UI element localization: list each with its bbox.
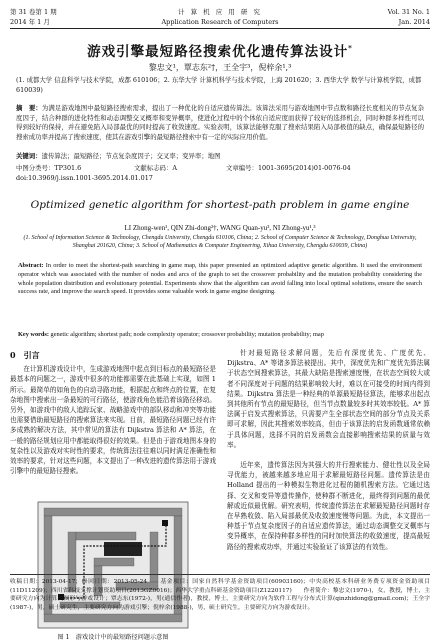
- journal-name-cn: 计 算 机 应 用 研 究: [178, 8, 262, 16]
- section-heading-intro: 0 引言: [10, 350, 40, 360]
- english-affiliations: (1. School of Information Science & Technology, Chengdu University, Chengdu 610106, China; 2. School of Computer Science & Technology, Donghua University, Shanghai 201620, China; 3. School of Mathematics & Computer Engineering, Xihua University, Chengdu 610039, China): [23, 235, 417, 250]
- journal-name-en: Application Research of Computers: [161, 18, 279, 26]
- english-keywords-text: genetic algorithm; shortest path; node complexity operator; crossover probability; mutation probability; map: [50, 331, 324, 338]
- intro-paragraph: 在计算机游戏设计中，生成游戏地图中起点到目标点的最短路径是最基本的问题之一，游戏中很多的功能都需要在此基础上实现，如图 1 所示。最简单的如角色的自动寻路功能，根据起点和终点的位置，在复杂地图中搜索出一条最短的可行路径，使游戏角色能沿着该路径移动。另外，如游戏中的敌人追踪玩家、战略游戏中的部队移动和冲突等功能也需要借助最短路径的搜索算法来实现。目前，最短路径问题已经有许多成熟的解决方法，其中常见的算法有 Dijkstra 算法和 A* 算法，在一般的路径规划应用中都能取得很好的效果。但是由于游戏地图本身的复杂性以及游戏对实时性的要求，传统算法往往难以同时满足准确性和效率的要求，针对这些问题，本文提出了一种改进的遗传算法用于游戏引擎中的最短路径搜索。: [10, 365, 216, 476]
- english-title: Optimized genetic algorithm for shortest-path problem in game engine: [30, 199, 410, 211]
- doi: doi:10.3969/j.issn.1001-3695.2014.01.017: [16, 174, 153, 182]
- clc-code: 中图分类号：TP301.6: [16, 164, 82, 172]
- keywords-text: 遗传算法；最短路径；节点复杂度因子；交叉率；变异率；地图: [41, 152, 221, 160]
- affiliations: (1. 成都大学 信息科学与技术学院，成都 610106；2. 东华大学 计算机科学与技术学院，上海 201620；3. 西华大学 数学与计算机学院，成都 610039): [16, 76, 422, 94]
- english-abstract-text: In order to meet the shortest-path searching in game map, this paper presented an optimized adaptive genetic algorithm. It used the environment operator which was associated with the number of nodes and arcs of the graph to set the crossover probability and the mutation probability considering the whole population distribution and evolutionary potential. Experiments show that the algorithm can avoid falling into local optimal solutions, ensure the search success rate, and improve the search speed. It provides some valuable work in game engine designing.: [18, 262, 423, 296]
- right-column: [227, 348, 430, 572]
- journal-name: [10, 7, 430, 27]
- issue-volume-en: Vol. 31 No. 1: [387, 8, 430, 16]
- english-abstract-label: Abstract:: [18, 262, 44, 269]
- keywords: [16, 152, 424, 162]
- paper-title-text: 游戏引擎最短路径搜索优化遗传算法设计: [87, 44, 349, 60]
- abstract: [16, 104, 424, 142]
- english-abstract: [18, 262, 422, 297]
- abstract-label: 摘 要：: [16, 104, 42, 112]
- footnote: 收稿日期：2013-04-17；修回日期：2013-05-24 基金项目：国家自然科学基金资助项目(60903160)；中央高校基本科研业务费专项资金资助项目(11D11209)；四川省科技支撑计划资助项目(2013GZ0016)；西华大学重点科研基金资助项目(Z1220117) 作者简介：黎忠文(1970-)，女，教授，博士，主要研究方向为计算机图形与游戏设计；覃志东(1972-)，男(通信作者)，教授，博士，主要研究方向为软件工程与分布式计算(qinzhidong@gmail.com)；王全宇(1987-)，男，硕士研究生，主要研究方向为游戏引擎；倪梓余(1988-)，男，硕士研究生，主要研究方向为游戏设计。: [10, 574, 430, 618]
- document-code: 文献标志码：A: [134, 164, 177, 172]
- figure-1-caption: 图 1 游戏设计中的最短路径问题示意图: [57, 634, 169, 642]
- keywords-label: 关键词：: [16, 152, 42, 160]
- journal-issue-en: [388, 7, 430, 27]
- english-keywords: [18, 331, 422, 338]
- author-list: 黎忠文¹，覃志东²†，王全宇³，倪梓余¹,³: [148, 63, 292, 72]
- related-work-paragraph: 针对最短路径求解问题，先后有深度优先、广度优先、Dijkstra、A* 等诸多算法被提出。其中，深度优先和广度优先算法属于状态空间搜索算法，其最大缺陷是搜索速度慢，在状态空间较大或者不同深度对于问题的结果影响较大时，难以在可接受的时间内得到结果。Dijkstra 算法是一种经典的单源最短路径算法，能够求出起点到其他所有节点的最短路径，但当节点数量较多时其效率较低。A* 算法属于启发式搜索算法，只需要产生全部状态空间的部分节点及关系即可求解，因此其搜索效率较高，但由于该算法的启发函数通常依赖于具体问题，选择不同的启发函数会直接影响搜索结果的质量与效率。: [227, 349, 430, 449]
- abstract-text: 为满足游戏地图中最短路径搜索需求，提出了一种优化的自适应遗传算法。该算法采用与游戏地图中节点数和路径长度相关的节点复杂度因子，结合种群的进化特性和动态调整交叉概率和变异概率，使进化过程中的个体依自适应度而获得了较好的选择机会，同时种群多样性可以得到较好的保持，并在避免陷入局部最优的同时提高了收敛速度。实验表明，该算法能够克服了搜索结果陷入局部极值的缺点，确保最短路径的搜索成功率并提高了搜索速度，使其在游戏引擎的最短路径搜索中有一定的实际应用价值。: [16, 104, 425, 141]
- issue-date: 2014 年 1 月: [10, 18, 50, 26]
- genetic-algorithm-paragraph: 近年来，遗传算法因为其强大的并行搜索能力、健壮性以及全局寻优能力，被越来越多地应用于求解最短路径问题。遗传算法是由 Holland 提出的一种模拟生物进化过程的随机搜索方法。它通过选择、交叉和变异等遗传操作，使种群不断进化，最终得到问题的最优解或近似最优解。研究表明，传统遗传算法在求解最短路径问题时存在早熟收敛、陷入局部最优及收敛速度慢等问题。为此，本文提出一种基于节点复杂度因子的自适应遗传算法，通过动态调整交叉概率与变异概率，在保持种群多样性的同时加快算法的收敛速度，提高最短路径的搜索成功率，并通过实验验证了该算法的有效性。: [227, 461, 430, 551]
- classification-codes: [16, 163, 424, 173]
- english-keywords-label: Key words:: [18, 331, 49, 338]
- title-footnote-mark: *: [348, 43, 353, 53]
- running-header: [10, 6, 430, 29]
- figure-1: [38, 502, 188, 642]
- issue-date-en: Jan. 2014: [398, 18, 430, 26]
- paper-title: [0, 40, 440, 60]
- english-authors: LI Zhong-wen¹, QIN Zhi-dong²†, WANG Quan-yu³, NI Zhong-yu¹,³: [124, 224, 316, 232]
- article-number: 文章编号：1001-3695(2014)01-0076-04: [226, 164, 351, 172]
- issue-volume: 第 31 卷第 1 期: [10, 8, 57, 16]
